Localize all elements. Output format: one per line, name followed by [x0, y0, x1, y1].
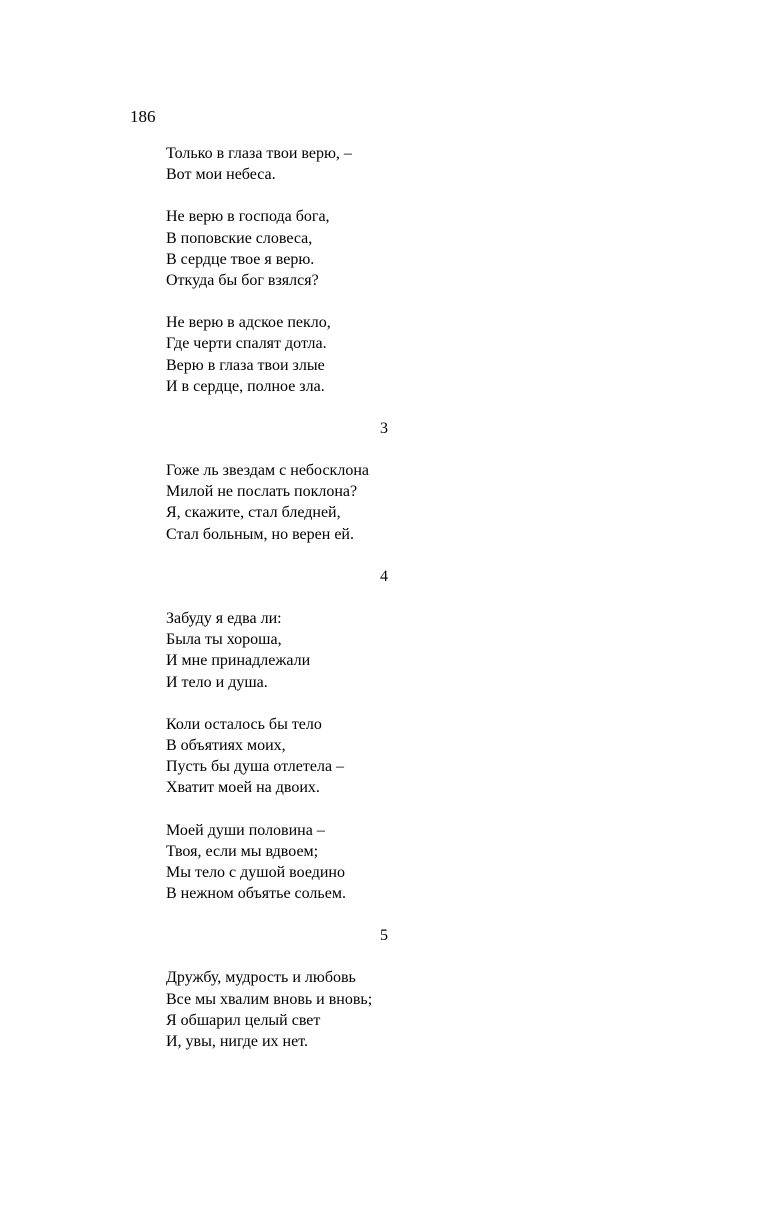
poem-line: И в сердце, полное зла.: [166, 377, 325, 395]
poem-line: Дружбу, мудрость и любовь: [166, 969, 356, 987]
poem-line: И мне принадлежали: [166, 652, 311, 670]
poem-line: Откуда бы бог взялся?: [166, 271, 319, 289]
poem-line: В объятиях моих,: [166, 736, 286, 754]
poem-line: Где черти спалят дотла.: [166, 335, 327, 353]
poem-line: Не верю в господа бога,: [166, 208, 330, 226]
section-number: 4: [380, 567, 388, 585]
poem-line: Не верю в адское пекло,: [166, 314, 331, 332]
poem-line: Гоже ль звездам с небосклона: [166, 462, 369, 480]
stanza: [166, 312, 726, 397]
poem-line: Вот мои небеса.: [166, 166, 276, 184]
section-number: 3: [380, 419, 388, 437]
poem-text: [166, 143, 726, 1073]
stanza: [166, 714, 726, 799]
poem-line: В сердце твое я верю.: [166, 250, 315, 268]
poem-line: Только в глаза твои верю, –: [166, 145, 352, 162]
poem-line: Твоя, если мы вдвоем;: [166, 842, 319, 860]
poem-line: Я, скажите, стал бледней,: [166, 504, 341, 522]
poem-line: В нежном объятье сольем.: [166, 885, 346, 903]
stanza: [166, 967, 726, 1052]
poem-line: В поповские словеса,: [166, 229, 313, 247]
poem-line: И, увы, нигде их нет.: [166, 1033, 309, 1050]
stanza: [166, 143, 726, 185]
poem-line: Пусть бы душа отлетела –: [166, 758, 345, 776]
poem-line: Была ты хороша,: [166, 631, 282, 649]
stanza: [166, 820, 726, 905]
stanza: [166, 460, 726, 545]
poem-line: Верю в глаза твои злые: [166, 356, 325, 374]
poem-line: Хватит моей на двоих.: [166, 779, 320, 797]
poem-line: Моей души половина –: [166, 821, 325, 839]
poem-line: Мы тело с душой воедино: [166, 863, 345, 881]
poem-line: Стал больным, но верен ей.: [166, 525, 354, 543]
page-number: 186: [130, 107, 156, 126]
stanza: [166, 608, 726, 693]
poem-line: Все мы хвалим вновь и вновь;: [166, 990, 373, 1008]
poem-line: Я обшарил целый свет: [166, 1011, 321, 1029]
poem-line: И тело и душа.: [166, 673, 268, 691]
poem-line: Коли осталось бы тело: [166, 715, 322, 733]
stanza: [166, 206, 726, 291]
poem-line: Милой не послать поклона?: [166, 483, 358, 501]
poem-line: Забуду я едва ли:: [166, 610, 282, 627]
section-number: 5: [380, 927, 388, 945]
